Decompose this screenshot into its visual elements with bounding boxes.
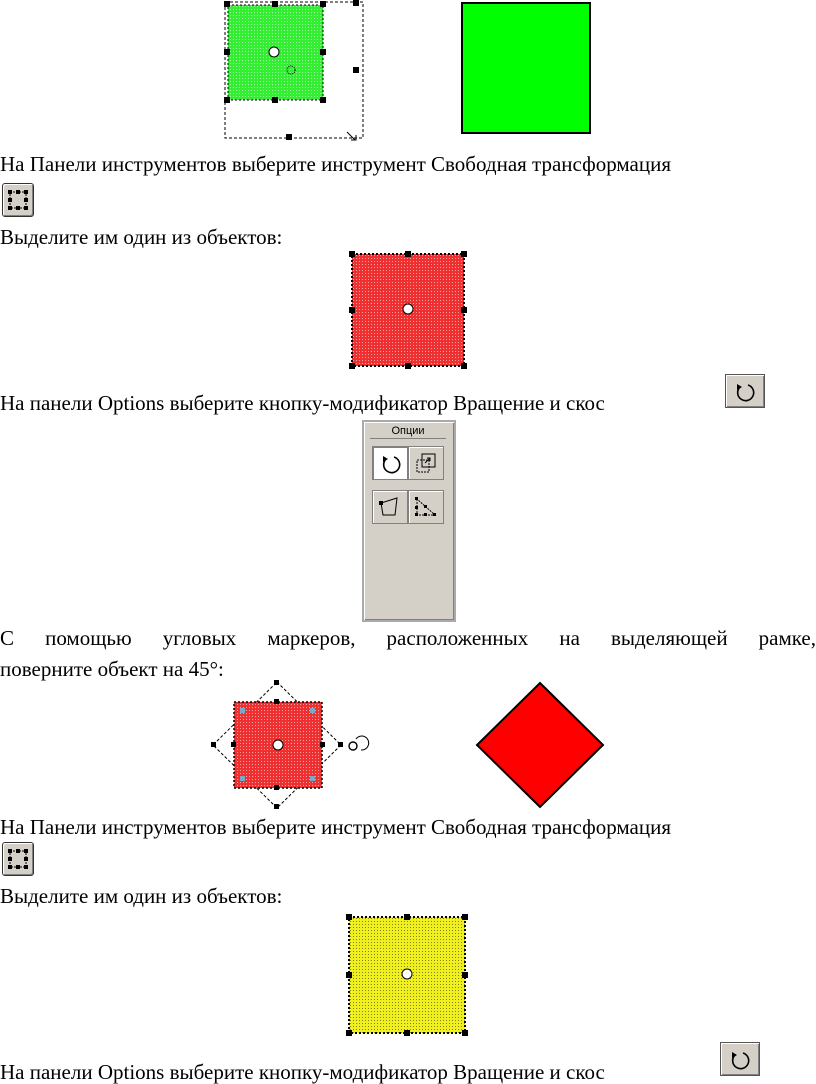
free-transform-tool-button-2[interactable] [2, 842, 34, 876]
panel-scale-button[interactable] [408, 446, 444, 480]
paragraph-options-rotate-skew-2: На панели Options выберите кнопку-модификатор Вращение и скос [0, 1060, 605, 1084]
rotate-skew-icon [721, 1043, 759, 1075]
free-transform-tool-icon [3, 184, 33, 216]
red-square-rotating-figure [210, 680, 390, 810]
distort-icon [373, 491, 407, 523]
paragraph-rotate-instruction-line2: поверните объект на 45°: [0, 657, 224, 681]
yellow-square-selected-figure [344, 912, 470, 1038]
free-transform-tool-icon [3, 843, 33, 875]
scale-icon [409, 447, 443, 479]
green-square [461, 2, 591, 134]
options-panel-title: Опции [370, 424, 446, 439]
green-square-selected-figure [215, 0, 375, 148]
rotate-skew-button-2[interactable] [720, 1042, 760, 1076]
envelope-icon [409, 491, 443, 523]
panel-distort-button[interactable] [372, 490, 408, 524]
panel-envelope-button[interactable] [408, 490, 444, 524]
paragraph-rotate-instruction-line1: С помощью угловых маркеров, расположенных на выделяющей рамке, [0, 626, 816, 650]
red-diamond [474, 681, 606, 809]
paragraph-select-object: Выделите им один из объектов: [0, 225, 283, 249]
paragraph-select-object-2: Выделите им один из объектов: [0, 884, 283, 908]
options-panel [362, 420, 456, 622]
rotate-skew-icon [373, 447, 407, 479]
panel-rotate-skew-button[interactable] [372, 446, 408, 480]
free-transform-tool-button[interactable] [2, 183, 34, 217]
paragraph-select-free-transform: На Панели инструментов выберите инструмент Свободная трансформация [0, 152, 672, 176]
rotate-skew-button[interactable] [725, 374, 765, 408]
paragraph-select-free-transform-2: На Панели инструментов выберите инструмент Свободная трансформация [0, 815, 672, 839]
paragraph-options-rotate-skew: На панели Options выберите кнопку-модификатор Вращение и скос [0, 391, 605, 415]
red-square-selected-figure [347, 249, 469, 371]
rotate-skew-icon [726, 375, 764, 407]
